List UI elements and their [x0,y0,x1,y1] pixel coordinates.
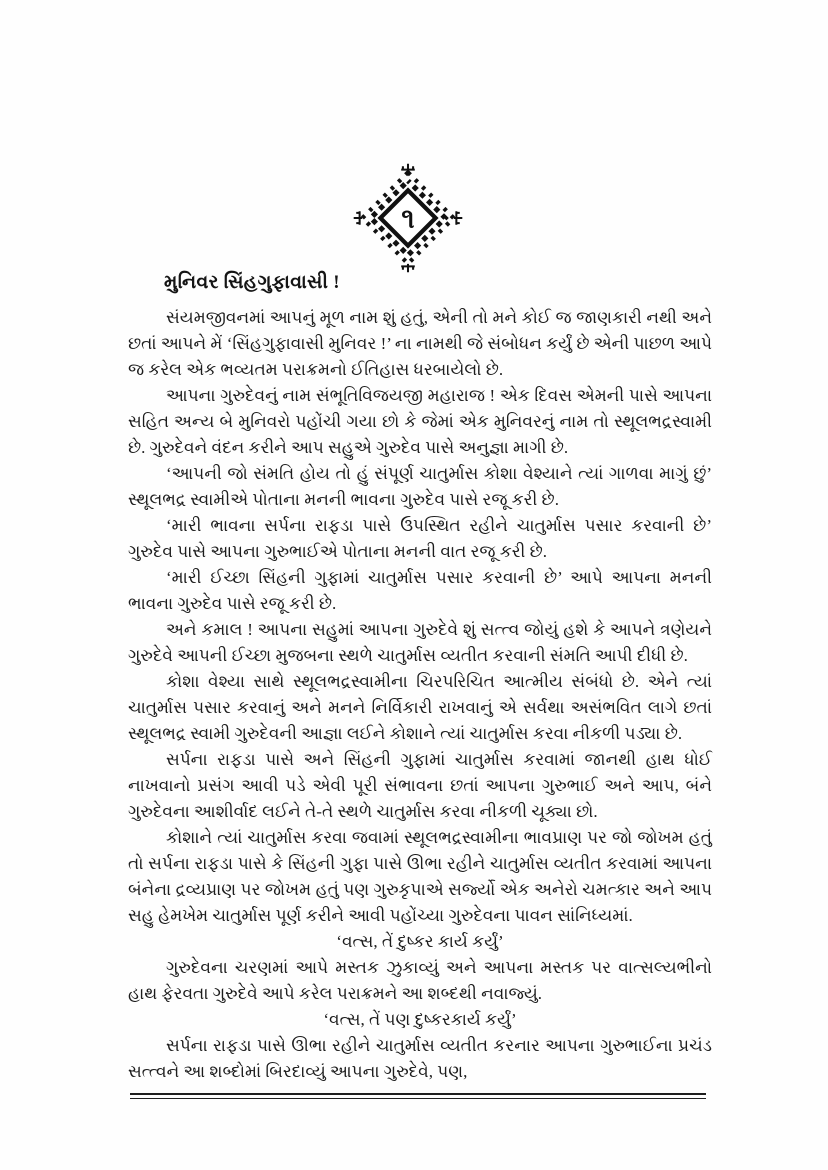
paragraph-4: ‘મારી ભાવના સર્પના રાફડા પાસે ઉપસ્થિત રહીને ચાતુર્માસ પસાર કરવાની છે’ ગુરુદેવ પાસે આપના ગુરુભાઈએ પોતાના મનની વાત રજૂ કરી છે. [128,516,712,561]
quote-line-1: ‘વત્સ, તેં દુષ્કર કાર્ય કર્યું’ [336,932,504,951]
footer-rule [130,1093,706,1099]
paragraph-9: કોશાને ત્યાં ચાતુર્માસ કરવા જવામાં સ્થૂલભદ્રસ્વામીના ભાવપ્રાણ પર જો જોખમ હતું તો સર્પના રાફડા પાસે કે સિંહની ગુફા પાસે ઊભા રહીને ચાતુર્માસ વ્યતીત કરવામાં આપના બંનેના દ્રવ્યપ્રાણ પર જોખમ હતું પણ ગુરુકૃપાએ સર્જ્યો એક અનેરો ચમત્કાર અને આપ સહુ હેમખેમ ચાતુર્માસ પૂર્ણ કરીને આવી પહોંચ્યા ગુરુદેવના પાવન સાંનિધ્યમાં. [128,828,712,925]
chapter-ornament [352,162,464,274]
paragraph-3: ‘આપની જો સંમતિ હોય તો હું સંપૂર્ણ ચાતુર્માસ કોશા વેશ્યાને ત્યાં ગાળવા માગું છું’ સ્થૂલભદ્ર સ્વામીએ પોતાના મનની ભાવના ગુરુદેવ પાસે રજૂ કરી છે. [128,464,712,509]
paragraph-10: ગુરુદેવના ચરણમાં આપે મસ્તક ઝુકાવ્યું અને આપના મસ્તક પર વાત્સલ્યભીનો હાથ ફેરવતા ગુરુદેવે આપે કરેલ પરાક્રમને આ શબ્દથી નવાજ્યું. [128,958,712,1003]
paragraph-2: આપના ગુરુદેવનું નામ સંભૂતિવિજયજી મહારાજ ! એક દિવસ એમની પાસે આપના સહિત અન્ય બે મુનિવરો પહોંચી ગયા છો કે જેમાં એક મુનિવરનું નામ તો સ્થૂલભદ્રસ્વામી છે. ગુરુદેવને વંદન કરીને આપ સહુએ ગુરુદેવ પાસે અનુજ્ઞા માગી છે. [128,386,712,457]
chapter-heading: મુનિવર સિંહગુફાવાસી ! [164,272,340,293]
text-column [128,272,712,1099]
paragraph-11: સર્પના રાફડા પાસે ઊભા રહીને ચાતુર્માસ વ્યતીત કરનાર આપના ગુરુભાઈના પ્રચંડ સત્ત્વને આ શબ્દોમાં બિરદાવ્યું આપના ગુરુદેવે, પણ, [128,1036,712,1081]
paragraph-1: સંયમજીવનમાં આપનું મૂળ નામ શું હતું, એની તો મને કોઈ જ જાણકારી નથી અને છતાં આપને મેં ‘સિંહગુફાવાસી મુનિવર !’ ના નામથી જે સંબોધન કર્યું છે એની પાછળ આપે જ કરેલ એક ભવ્યતમ પરાક્રમનો ઈતિહાસ ધરબાયેલો છે. [128,308,712,379]
paragraph-5: ‘મારી ઈચ્છા સિંહની ગુફામાં ચાતુર્માસ પસાર કરવાની છે’ આપે આપના મનની ભાવના ગુરુદેવ પાસે રજૂ કરી છે. [128,568,712,613]
quote-line-2: ‘વત્સ, તેં પણ દુષ્કરકાર્ય કર્યું’ [323,1010,517,1029]
paragraph-7: કોશા વેશ્યા સાથે સ્થૂલભદ્રસ્વામીના ચિરપરિચિત આત્મીય સંબંધો છે. એને ત્યાં ચાતુર્માસ પસાર કરવાનું અને મનને નિર્વિકારી રાખવાનું એ સર્વથા અસંભવિત લાગે છતાં સ્થૂલભદ્ર સ્વામી ગુરુદેવની આજ્ઞા લઈને કોશાને ત્યાં ચાતુર્માસ કરવા નીકળી પડ્યા છે. [128,672,712,743]
paragraph-6: અને કમાલ ! આપના સહુમાં આપના ગુરુદેવે શું સત્ત્વ જોયું હશે કે આપને ત્રણેયને ગુરુદેવે આપની ઈચ્છા મુજબના સ્થળે ચાતુર્માસ વ્યતીત કરવાની સંમતિ આપી દીધી છે. [128,620,712,665]
diamond-ornament-icon [352,162,464,274]
chapter-number: ૧ [401,203,415,234]
paragraph-8: સર્પના રાફડા પાસે અને સિંહની ગુફામાં ચાતુર્માસ કરવામાં જાનથી હાથ ધોઈ નાખવાનો પ્રસંગ આવી પડે એવી પૂરી સંભાવના છતાં આપના ગુરુભાઈ અને આપ, બંને ગુરુદેવના આશીર્વાદ લઈને તે-તે સ્થળે ચાતુર્માસ કરવા નીકળી ચૂક્યા છો. [128,750,712,821]
